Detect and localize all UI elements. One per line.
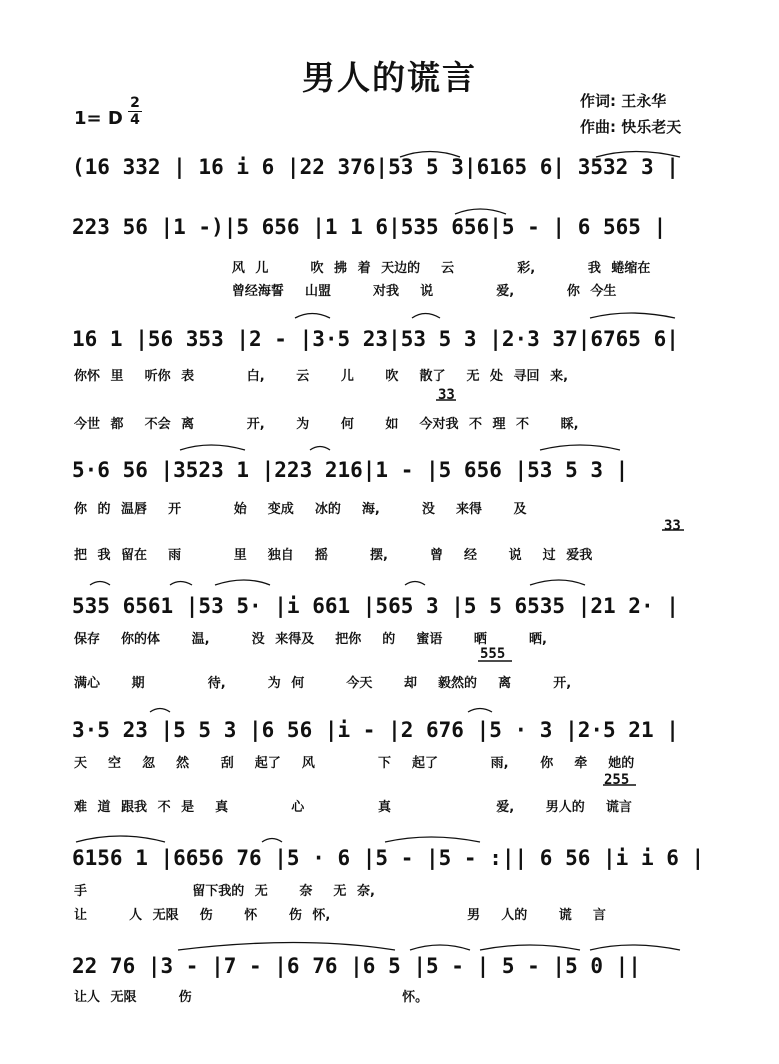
time-signature-top: 2: [130, 95, 140, 111]
lyricist-credit: 作词: 王永华: [580, 92, 667, 110]
alternate-notes: 255: [604, 772, 630, 788]
alternate-notes: 33: [438, 387, 455, 403]
slur: [295, 314, 330, 319]
lyric-verse-1: 保存 你的体 温, 没 来得及 把你 的 蜜语 晒 晒,: [74, 632, 547, 647]
time-signature-bottom: 4: [130, 112, 140, 128]
slur: [385, 837, 480, 842]
slur: [410, 945, 470, 950]
lyric-verse-1: 手 留下我的 无 奈 无 奈,: [74, 884, 375, 899]
composer-credit: 作曲: 快乐老天: [580, 118, 682, 136]
notation: 16 1 |56 353 |2 - |3·5 23|53 5 3 |2·3 37|6765 6|: [72, 327, 679, 351]
slur: [310, 447, 330, 451]
slur: [530, 580, 585, 585]
lyric-verse-1: 你怀 里 听你 表 白, 云 儿 吹 散了 无 处 寻回 来,: [74, 369, 569, 384]
slur: [178, 943, 395, 951]
slur: [596, 152, 680, 158]
lyric-verse-1: 风 儿 吹 拂 着 天边的 云 彩, 我 蜷缩在: [74, 261, 651, 276]
slur: [170, 582, 192, 586]
slur: [455, 209, 506, 214]
lyric-verse-2: 今世 都 不会 离 开, 为 何 如 今对我 不 理 不 睬,: [74, 417, 579, 432]
lyric-verse-2: 难 道 跟我 不 是 真 心 真 爱, 男人的 谎言: [74, 800, 632, 815]
notation: 6156 1 |6656 76 |5 · 6 |5 - |5 - :|| 6 56 |i i 6 |: [72, 846, 705, 870]
slur: [262, 839, 282, 843]
slur: [76, 836, 165, 842]
song-title: 男人的谎言: [302, 58, 477, 97]
lyric-verse-2: 满心 期 待, 为 何 今天 却 毅然的 离 开,: [74, 676, 572, 691]
notation: 5·6 56 |3523 1 |223 216|1 - |5 656 |53 5 3 |: [72, 458, 629, 482]
slur: [405, 582, 425, 586]
slur: [590, 313, 675, 318]
alternate-notes: 33: [664, 518, 681, 534]
slur: [590, 945, 680, 950]
notation: 22 76 |3 - |7 - |6 76 |6 5 |5 - | 5 - |5 0 ||: [72, 954, 641, 978]
alternate-notes: 555: [480, 646, 506, 662]
slur: [480, 945, 580, 950]
slur: [90, 582, 110, 586]
lyric-verse-1: 你 的 温唇 开 始 变成 冰的 海, 没 来得 及: [74, 502, 527, 517]
notation: (16 332 | 16 i 6 |22 376|53 5 3|6165 6| 3532 3 |: [72, 155, 679, 179]
slur: [468, 709, 492, 713]
slur: [215, 580, 270, 585]
slur: [400, 152, 460, 158]
notation: 3·5 23 |5 5 3 |6 56 |i - |2 676 |5 · 3 |2·5 21 |: [72, 718, 679, 742]
lyric-verse-2: 把 我 留在 雨 里 独自 摇 摆, 曾 经 说 过 爱我: [74, 548, 593, 563]
notation: 535 6561 |53 5· |i 661 |565 3 |5 5 6535 |21 2· |: [72, 594, 679, 618]
lyric-verse-1: 天 空 忽 然 刮 起了 风 下 起了 雨, 你 牵 她的: [74, 756, 635, 771]
slur: [180, 445, 245, 450]
slur: [540, 445, 620, 450]
lyric-verse-2: 让 人 无限 伤 怀 伤 怀, 男 人的 谎 言: [74, 908, 606, 923]
lyric-verse-1: 让人 无限 伤 怀。: [74, 990, 429, 1005]
slur: [412, 314, 440, 319]
key-signature: 1= D: [74, 108, 123, 129]
notation: 223 56 |1 -)|5 656 |1 1 6|535 656|5 - | 6 565 |: [72, 215, 667, 239]
slur: [150, 709, 170, 713]
lyric-verse-2: 曾经海誓 山盟 对我 说 爱, 你 今生: [74, 284, 617, 299]
